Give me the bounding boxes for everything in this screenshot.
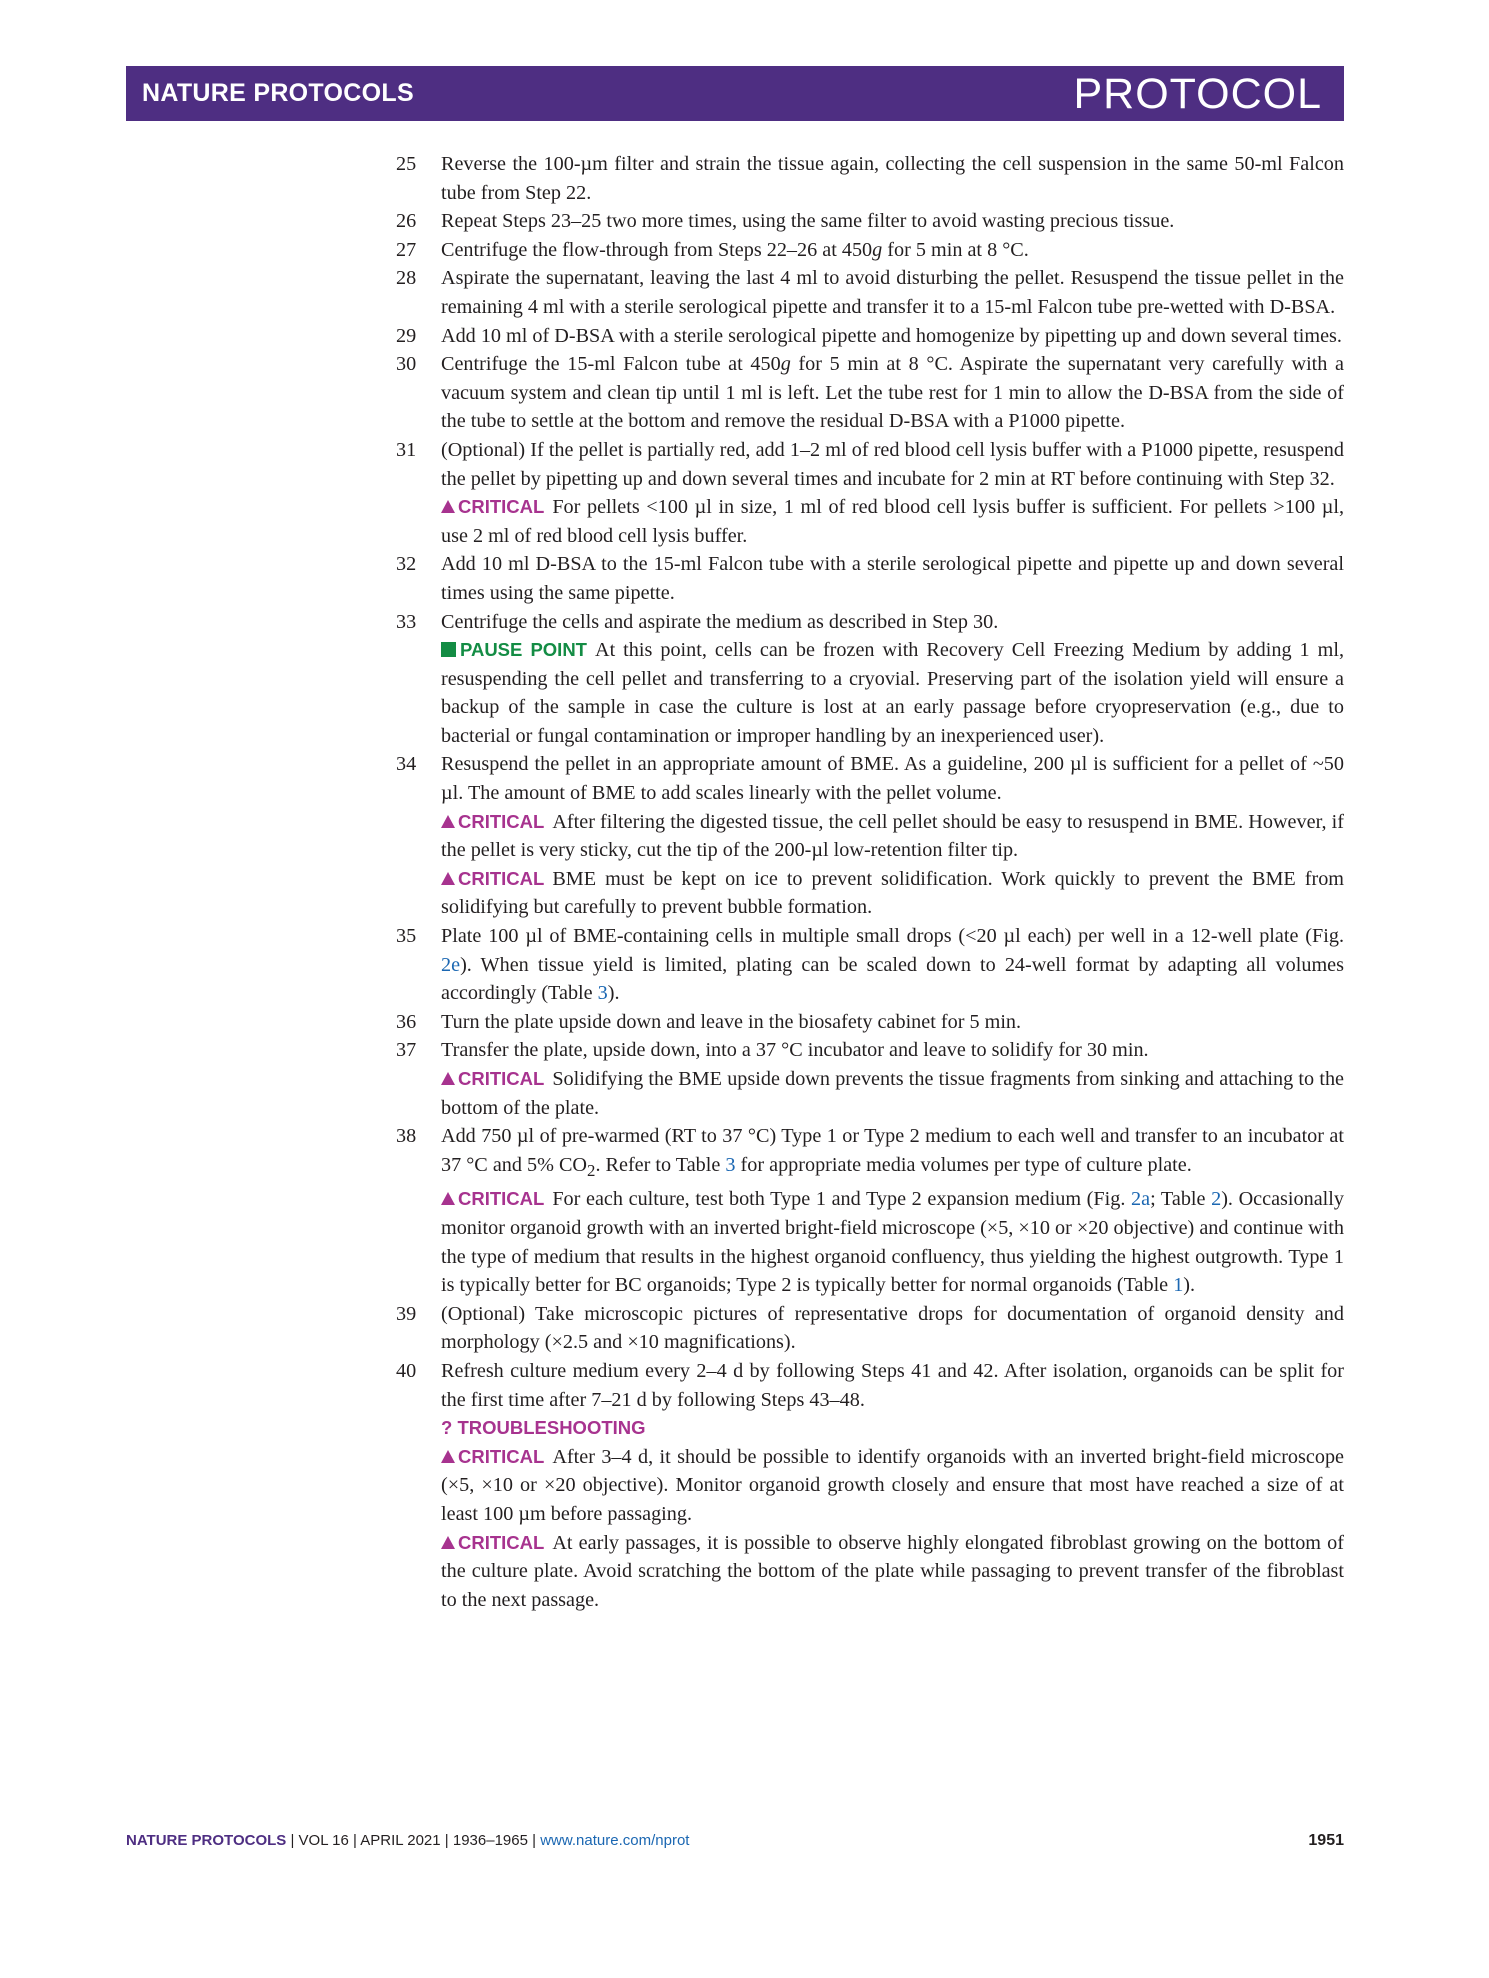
step-text: Plate 100 µl of BME-containing cells in multiple small drops (<20 µl each) per well in a 12-well plate (Fig. 2e). When tissue yield is limited, plating can be scaled down to 24-well format by adapting all volumes accordingly (Table 3). <box>441 925 1344 1005</box>
triangle-icon <box>441 815 455 828</box>
step-number: 26 <box>396 210 417 233</box>
step-number: 30 <box>396 353 417 376</box>
table-link[interactable]: 3 <box>725 1153 736 1176</box>
step-text: (Optional) Take microscopic pictures of representative drops for documentation of organoid density and morphology (×2.5 and ×10 magnifications). <box>441 1302 1344 1354</box>
step-31 <box>396 436 1344 550</box>
step-29 <box>396 322 1344 351</box>
step-text: Repeat Steps 23–25 two more times, using the same filter to avoid wasting precious tissue. <box>441 210 1175 233</box>
step-number: 29 <box>396 324 417 347</box>
step-number: 38 <box>396 1125 417 1148</box>
figure-link[interactable]: 2e <box>441 953 461 976</box>
table-link[interactable]: 1 <box>1173 1274 1184 1297</box>
step-30 <box>396 350 1344 436</box>
step-35 <box>396 922 1344 1008</box>
step-27 <box>396 236 1344 265</box>
section-title: PROTOCOL <box>1073 70 1322 118</box>
step-text: Aspirate the supernatant, leaving the last 4 ml to avoid disturbing the pellet. Resuspend the tissue pellet in the remaining 4 ml with a sterile serological pipette and transfer it to a 15-ml Falcon tube pre-wetted with D-BSA. <box>441 267 1344 318</box>
pause-point-label: PAUSE POINT <box>460 639 587 661</box>
step-number: 39 <box>396 1302 417 1325</box>
page-number: 1951 <box>1308 1832 1344 1849</box>
step-text: Add 750 µl of pre-warmed (RT to 37 °C) Type 1 or Type 2 medium to each well and transfer to an incubator at 37 °C and 5% $CO_2$. Refer to Table 3 for appropriate media volumes per type of culture plate. <box>441 1125 1344 1180</box>
step-33 <box>396 608 1344 751</box>
step-text: Refresh culture medium every 2–4 d by following Steps 41 and 42. After isolation, organoids can be split for the first time after 7–21 d by following Steps 43–48. <box>441 1359 1344 1411</box>
step-number: 36 <box>396 1010 417 1033</box>
step-37 <box>396 1036 1344 1122</box>
figure-link[interactable]: 2a <box>1131 1188 1151 1211</box>
critical-label: CRITICAL <box>458 1068 545 1089</box>
footer-pages: 1936–1965 <box>452 1832 528 1849</box>
page-header <box>126 66 1344 121</box>
protocol-steps <box>396 150 1344 1614</box>
triangle-icon <box>441 1192 455 1205</box>
critical-note: CRITICAL After filtering the digested tissue, the cell pellet should be easy to resuspend in BME. However, if the pellet is very sticky, cut the tip of the 200-µl low-retention filter tip. <box>441 810 1344 862</box>
step-number: 25 <box>396 153 417 175</box>
triangle-icon <box>441 1450 455 1463</box>
step-26 <box>396 207 1344 236</box>
table-link[interactable]: 3 <box>597 982 608 1005</box>
triangle-icon <box>441 500 455 513</box>
step-text: Centrifuge the flow-through from Steps 22–26 at 450g for 5 min at 8 °C. <box>441 238 1029 261</box>
critical-note: CRITICAL After 3–4 d, it should be possible to identify organoids with an inverted bright-field microscope (×5, ×10 or ×20 objective). Monitor organoid growth closely and ensure that most have reached a size of at least 100 µm before passaging. <box>441 1445 1344 1525</box>
step-38 <box>396 1122 1344 1300</box>
footer-citation: NATURE PROTOCOLS | VOL 16 | APRIL 2021 | 1936–1965 | www.nature.com/nprot <box>126 1832 690 1849</box>
step-number: 34 <box>396 753 417 776</box>
troubleshooting-label[interactable]: ? TROUBLESHOOTING <box>441 1417 646 1439</box>
step-36 <box>396 1008 1344 1037</box>
step-number: 33 <box>396 610 417 633</box>
table-link[interactable]: 2 <box>1211 1188 1222 1211</box>
square-icon <box>441 642 456 657</box>
step-32 <box>396 550 1344 607</box>
pause-point-note: PAUSE POINT At this point, cells can be frozen with Recovery Cell Freezing Medium by adding 1 ml, resuspending the cell pellet and transferring to a cryovial. Preserving part of the isolation yield will ensure a backup of the sample in case the culture is lost at an early passage before cryopreservation (e.g., due to bacterial or fungal contamination or improper handling by an inexperienced user). <box>441 639 1344 747</box>
journal-name: NATURE PROTOCOLS <box>142 79 414 107</box>
step-28 <box>396 264 1344 321</box>
step-text: (Optional) If the pellet is partially red, add 1–2 ml of red blood cell lysis buffer with a P1000 pipette, resuspend the pellet by pipetting up and down several times and incubate for 2 min at RT before continuing with Step 32. <box>441 438 1344 490</box>
step-text: Resuspend the pellet in an appropriate amount of BME. As a guideline, 200 µl is sufficient for a pellet of ~50 µl. The amount of BME to add scales linearly with the pellet volume. <box>441 753 1344 805</box>
step-25 <box>396 150 1344 207</box>
step-text: Centrifuge the 15-ml Falcon tube at 450g for 5 min at 8 °C. Aspirate the supernatant very carefully with a vacuum system and clean tip until 1 ml is left. Let the tube rest for 1 min to allow the D-BSA from the side of the tube to settle at the bottom and remove the residual D-BSA with a P1000 pipette. <box>441 353 1344 433</box>
critical-label: CRITICAL <box>458 1445 545 1467</box>
step-number: 31 <box>396 438 417 461</box>
step-text: Transfer the plate, upside down, into a 37 °C incubator and leave to solidify for 30 min. <box>441 1039 1149 1062</box>
triangle-icon <box>441 872 455 885</box>
step-text: Add 10 ml of D-BSA with a sterile serological pipette and homogenize by pipetting up and down several times. <box>441 324 1342 347</box>
step-40 <box>396 1357 1344 1614</box>
step-number: 27 <box>396 238 417 261</box>
critical-note: CRITICAL Solidifying the BME upside down prevents the tissue fragments from sinking and attaching to the bottom of the plate. <box>441 1068 1344 1119</box>
page-footer <box>126 1832 1344 1850</box>
critical-label: CRITICAL <box>458 1188 545 1210</box>
critical-label: CRITICAL <box>458 867 545 889</box>
triangle-icon <box>441 1072 455 1085</box>
step-34 <box>396 750 1344 922</box>
step-text: Turn the plate upside down and leave in the biosafety cabinet for 5 min. <box>441 1010 1022 1033</box>
step-number: 32 <box>396 553 417 576</box>
step-text: Centrifuge the cells and aspirate the medium as described in Step 30. <box>441 610 999 633</box>
critical-label: CRITICAL <box>458 810 545 832</box>
critical-note: CRITICAL For each culture, test both Type 1 and Type 2 expansion medium (Fig. 2a; Table 2). Occasionally monitor organoid growth with an inverted bright-field microscope (×5, ×10 or ×20 objective) and continue with the type of medium that results in the highest organoid confluency, thus yielding the highest outgrowth. Type 1 is typically better for BC organoids; Type 2 is typically better for normal organoids (Table 1). <box>441 1188 1344 1297</box>
step-text: Add 10 ml D-BSA to the 15-ml Falcon tube with a sterile serological pipette and pipette up and down several times using the same pipette. <box>441 553 1344 604</box>
critical-label: CRITICAL <box>458 496 545 518</box>
critical-note: CRITICAL At early passages, it is possible to observe highly elongated fibroblast growing on the bottom of the culture plate. Avoid scratching the bottom of the plate while passaging to prevent transfer of the fibroblast to the next passage. <box>441 1531 1344 1611</box>
critical-note: CRITICAL For pellets <100 µl in size, 1 ml of red blood cell lysis buffer is sufficient. For pellets >100 µl, use 2 ml of red blood cell lysis buffer. <box>441 496 1344 547</box>
footer-date: APRIL 2021 <box>360 1832 441 1849</box>
footer-journal: NATURE PROTOCOLS <box>126 1832 287 1849</box>
step-39 <box>396 1300 1344 1357</box>
step-number: 37 <box>396 1039 417 1062</box>
triangle-icon <box>441 1536 455 1549</box>
step-number: 35 <box>396 925 417 948</box>
footer-volume: VOL 16 <box>298 1832 349 1849</box>
footer-url-link[interactable]: www.nature.com/nprot <box>540 1832 690 1849</box>
critical-note: CRITICAL BME must be kept on ice to prevent solidification. Work quickly to prevent the BME from solidifying but carefully to prevent bubble formation. <box>441 867 1344 919</box>
step-text: Reverse the 100-µm filter and strain the tissue again, collecting the cell suspension in the same 50-ml Falcon tube from Step 22. <box>441 153 1344 204</box>
critical-label: CRITICAL <box>458 1531 545 1553</box>
step-number: 28 <box>396 267 417 290</box>
step-number: 40 <box>396 1359 417 1382</box>
